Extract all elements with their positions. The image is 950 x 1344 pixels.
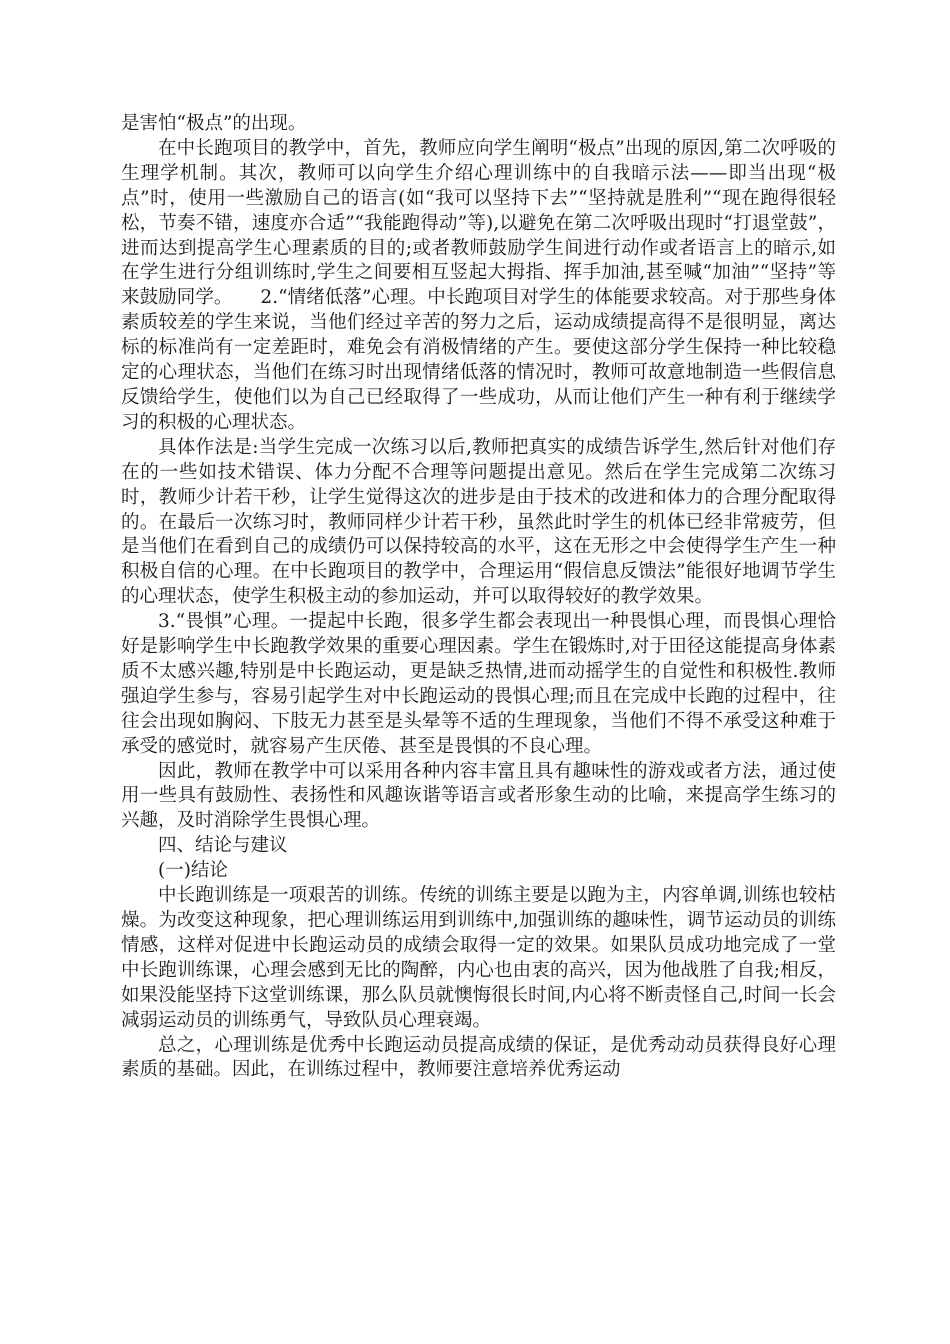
section-heading-conclusion-suggestion: 四、结论与建议 [158, 835, 288, 857]
document-page [121, 112, 836, 1083]
subsection-heading-conclusion: (一)结论 [158, 860, 228, 882]
paragraph-conclusion: 中长跑训练是一项艰苦的训练。传统的训练主要是以跑为主，内容单调,训练也较枯燥。为改变这种现象，把心理训练运用到训练中,加强训练的趣味性，调节运动员的训练情感，这样对促进中长跑运动员的成绩会取得一定的效果。如果队员成功地完成了一堂中长跑训练课，心理会感到无比的陶醉，内心也由衷的高兴，因为他战胜了自我;相反，如果没能坚持下这堂训练课，那么队员就懊悔很长时间,内心将不断责怪自己,时间一长会减弱运动员的训练勇气，导致队员心理衰竭。 [121, 885, 836, 1031]
paragraph-summary: 总之，心理训练是优秀中长跑运动员提高成绩的保证，是优秀动动员获得良好心理素质的基础。因此，在训练过程中，教师要注意培养优秀运动 [121, 1034, 836, 1081]
paragraph-continuation: 是害怕“极点”的出现。 [121, 113, 307, 134]
paragraph-fear: 3.“畏惧”心理。一提起中长跑，很多学生都会表现出一种畏惧心理，而畏惧心理恰好是影响学生中长跑教学效果的重要心理因素。学生在锻炼时,对于田径这能提高身体素质不太感兴趣,特别是中长跑运动，更是缺乏热情,进而动摇学生的自觉性和积极性.教师强迫学生参与，容易引起学生对中长跑运动的畏惧心理;而且在完成中长跑的过程中，往往会出现如胸闷、下肢无力甚至是头晕等不适的生理现象，当他们不得不承受这种难于承受的感觉时，就容易产生厌倦、甚至是畏惧的不良心理。 [121, 611, 836, 757]
paragraph-pain-point: 在中长跑项目的教学中，首先，教师应向学生阐明“极点”出现的原因,第二次呼吸的生理学机制。其次，教师可以向学生介绍心理训练中的自我暗示法——即当出现“极点”时，使用一些激励自己的语言(如“我可以坚持下去”“坚持就是胜利”“现在跑得很轻松，节奏不错，速度亦合适”“我能跑得动”等),以避免在第二次呼吸出现时“打退堂鼓”，进而达到提高学生心理素质的目的;或者教师鼓励学生间进行动作或者语言上的暗示,如在学生进行分组训练时,学生之间要相互竖起大拇指、挥手加油,甚至喊“加油”“坚持”等来鼓励同学。 2.“情绪低落”心理。中长跑项目对学生的体能要求较高。对于那些身体素质较差的学生来说，当他们经过辛苦的努力之后，运动成绩提高得不是很明显，离达标的标准尚有一定差距时，难免会有消极情绪的产生。要使这部分学生保持一种比较稳定的心理状态，当他们在练习时出现情绪低落的情况时，教师可故意地制造一些假信息反馈给学生，使他们以为自己已经取得了一些成功，从而让他们产生一种有利于继续学习的积极的心理状态。 [121, 137, 836, 433]
paragraph-method: 具体作法是:当学生完成一次练习以后,教师把真实的成绩告诉学生,然后针对他们存在的一些如技术错误、体力分配不合理等问题提出意见。然后在学生完成第二次练习时，教师少计若干秒，让学生觉得这次的进步是由于技术的改进和体力的合理分配取得的。在最后一次练习时，教师同样少计若干秒，虽然此时学生的机体已经非常疲劳，但是当他们在看到自己的成绩仍可以保持较高的水平，这在无形之中会使得学生产生一种积极自信的心理。在中长跑项目的教学中，合理运用“假信息反馈法”能很好地调节学生的心理状态，使学生积极主动的参加运动，并可以取得较好的教学效果。 [121, 436, 836, 608]
paragraph-therefore: 因此，教师在教学中可以采用各种内容丰富且具有趣味性的游戏或者方法，通过使用一些具有鼓励性、表扬性和风趣诙谐等语言或者形象生动的比喻，来提高学生练习的兴趣，及时消除学生畏惧心理。 [121, 760, 836, 832]
